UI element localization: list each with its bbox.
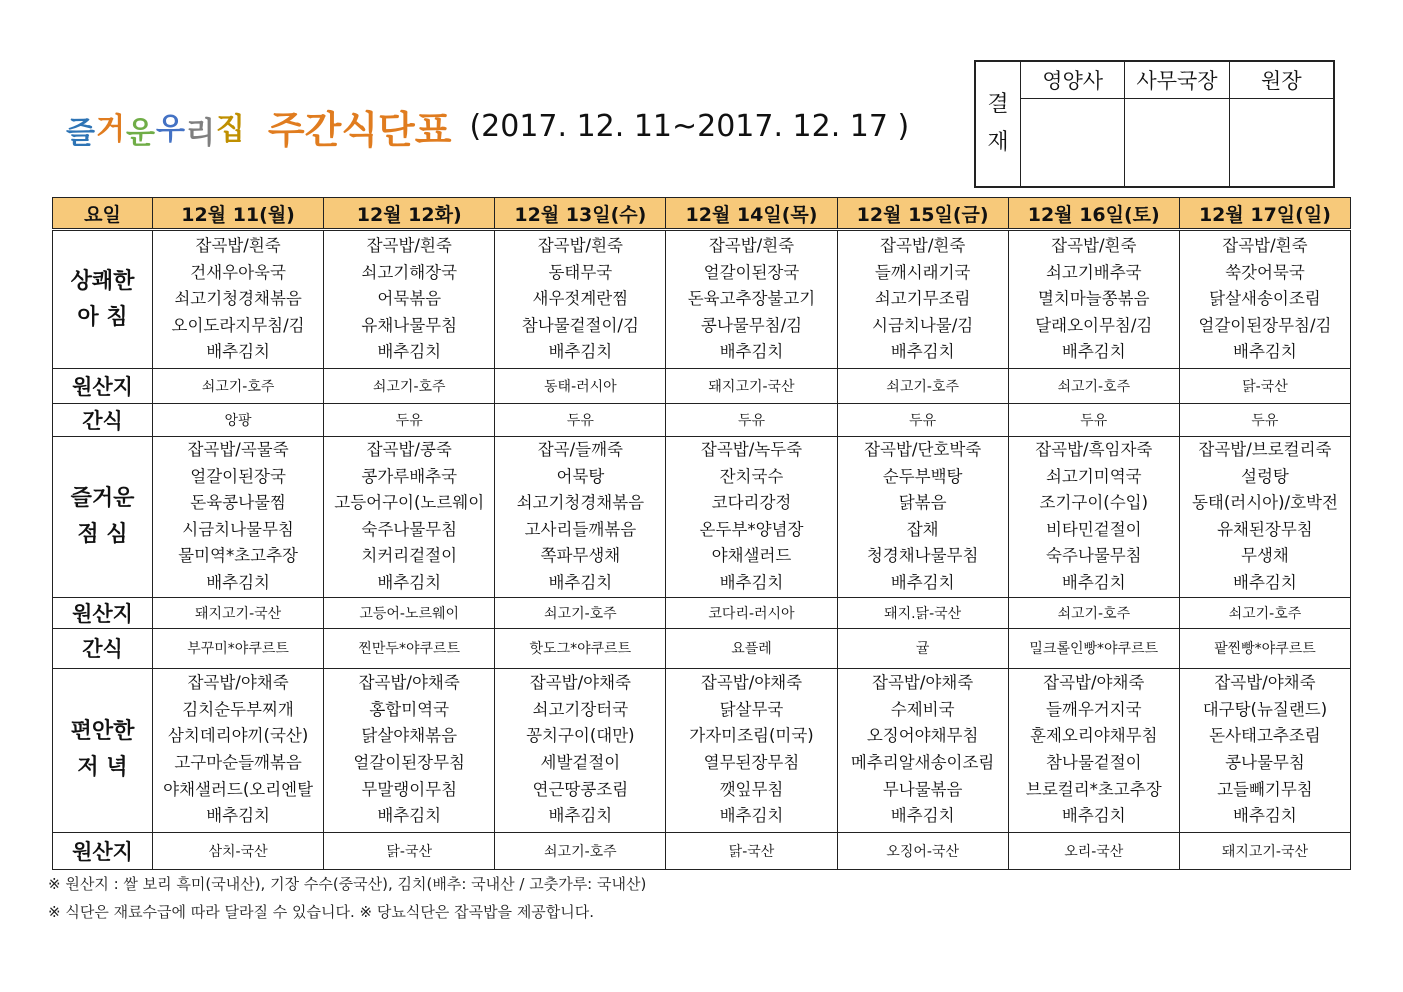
menu-item: 배추김치 <box>1061 806 1126 826</box>
menu-item: 배추김치 <box>719 342 784 362</box>
menu-item: 비타민겉절이 <box>1045 519 1142 539</box>
table-body <box>53 230 1351 870</box>
approval-label <box>976 62 1021 186</box>
origin-cell: 고등어-노르웨이 <box>324 597 495 628</box>
brand-char: 집 <box>215 112 246 147</box>
menu-item: 삼치데리야끼(국산) <box>167 726 309 746</box>
meal-cell <box>1179 230 1350 369</box>
origin-cell: 삼치-국산 <box>153 832 324 869</box>
menu-item: 배추김치 <box>206 572 270 592</box>
meal-cell <box>153 437 324 598</box>
menu-item: 잡곡밥/야채죽 <box>700 673 803 693</box>
meal-cell <box>1179 668 1350 832</box>
meal-cell <box>666 230 837 369</box>
origin-cell: 돼지고기-국산 <box>666 369 837 404</box>
day-header: 12월 12화) <box>324 198 495 230</box>
origin-cell: 쇠고기-호주 <box>1008 369 1179 404</box>
meal-cell <box>1008 437 1179 598</box>
menu-item: 고구마순들깨볶음 <box>174 753 302 773</box>
menu-item: 잡곡밥/야채죽 <box>1043 673 1145 693</box>
menu-item: 꽁치구이(대만) <box>526 726 635 746</box>
menu-item: 야채샐러드 <box>711 546 792 566</box>
meal-cell <box>324 437 495 598</box>
snack-cell: 두유 <box>324 404 495 437</box>
origin-row <box>53 832 1351 869</box>
date-range: (2017. 12. 11~2017. 12. 17 ) <box>469 108 910 144</box>
snack-cell: 팥찐빵*야쿠르트 <box>1179 628 1350 668</box>
menu-item: 잡곡밥/단호박죽 <box>864 440 982 459</box>
menu-item: 건새우아욱국 <box>190 262 286 282</box>
menu-item: 들깨우거지국 <box>1045 699 1142 719</box>
origin-cell: 동태-러시아 <box>495 369 666 404</box>
meal-cell <box>666 437 837 598</box>
menu-item: 어묵탕 <box>556 466 605 486</box>
menu-item: 오이도라지무침/김 <box>171 315 305 335</box>
title-row <box>66 98 909 154</box>
origin-cell: 쇠고기-호주 <box>837 369 1008 404</box>
menu-item: 쇠고기미역국 <box>1045 466 1142 486</box>
menu-item: 수제비국 <box>890 699 955 719</box>
snack-cell: 앙팡 <box>153 404 324 437</box>
menu-item: 고등어구이(노르웨이 <box>334 493 485 513</box>
menu-item: 잡곡밥/흰죽 <box>708 236 795 256</box>
menu-item: 멸치마늘쫑볶음 <box>1037 289 1150 309</box>
menu-item: 콩가루배추국 <box>361 466 458 486</box>
menu-item: 잡곡밥/콩죽 <box>366 440 452 459</box>
meal-row <box>53 668 1351 832</box>
brand-char: 우 <box>155 112 186 147</box>
menu-item: 깻잎무침 <box>719 779 784 799</box>
menu-item: 배추김치 <box>548 342 613 362</box>
row-label <box>53 437 153 598</box>
menu-item: 돈육고추장불고기 <box>687 289 816 309</box>
day-header: 12월 11(월) <box>153 198 324 230</box>
origin-cell: 쇠고기-호주 <box>153 369 324 404</box>
meal-cell <box>495 230 666 369</box>
menu-item: 참나물겉절이/김 <box>521 315 639 335</box>
meal-cell <box>153 230 324 369</box>
menu-item: 배추김치 <box>1233 806 1297 826</box>
menu-item: 배추김치 <box>1233 572 1297 592</box>
menu-item: 무말랭이무침 <box>361 779 458 799</box>
footnote-line: ※ 식단은 재료수급에 따라 달라질 수 있습니다. ※ 당뇨식단은 잡곡밥을 제공합니다. <box>48 903 595 921</box>
approval-box <box>974 60 1335 188</box>
approval-column <box>1230 62 1333 186</box>
menu-item: 가자미조림(미국) <box>689 726 814 746</box>
meal-cell <box>1179 437 1350 598</box>
menu-item: 잡곡밥/흰죽 <box>537 236 623 256</box>
snack-cell: 두유 <box>495 404 666 437</box>
menu-item: 잡곡밥/야채죽 <box>872 673 974 693</box>
origin-cell: 코다리-러시아 <box>666 597 837 628</box>
menu-item: 쇠고기해장국 <box>361 262 458 282</box>
menu-item: 야채샐러드(오리엔탈 <box>163 779 314 799</box>
menu-item: 얼갈이된장국 <box>190 466 286 486</box>
table-header-row <box>53 198 1351 230</box>
menu-item: 동태(러시아)/호박전 <box>1191 493 1338 513</box>
menu-item: 물미역*초고추장 <box>178 546 298 566</box>
menu-item: 배추김치 <box>548 572 613 592</box>
menu-item: 세발겉절이 <box>540 753 621 773</box>
origin-cell: 닭-국산 <box>324 832 495 869</box>
footnote-line: ※ 원산지 : 쌀 보리 흑미(국내산), 기장 수수(중국산), 김치(배추: 국내산 / 고춧가루: 국내산) <box>48 875 647 893</box>
menu-item: 쑥갓어묵국 <box>1225 262 1305 282</box>
menu-item: 배추김치 <box>377 806 442 826</box>
snack-cell: 요플레 <box>666 628 837 668</box>
menu-item: 닭살새송이조림 <box>1209 289 1321 309</box>
row-label-line: 편안한 <box>70 719 135 745</box>
menu-item: 순두부백탕 <box>882 466 963 486</box>
signature-box[interactable] <box>1230 99 1333 186</box>
row-label: 원산지 <box>53 832 153 869</box>
menu-item: 쇠고기청경채볶음 <box>516 493 645 513</box>
meal-row <box>53 437 1351 598</box>
meal-cell <box>153 668 324 832</box>
menu-item: 고사리들깨볶음 <box>524 519 637 539</box>
menu-item: 배추김치 <box>719 806 784 826</box>
snack-cell: 밀크롤인빵*야쿠르트 <box>1008 628 1179 668</box>
menu-item: 새우젓계란찜 <box>532 289 629 309</box>
menu-item: 배추김치 <box>890 806 955 826</box>
menu-item: 잡곡밥/흰죽 <box>195 236 281 256</box>
menu-item: 잡곡밥/야채죽 <box>358 673 460 693</box>
menu-item: 시금치나물/김 <box>872 315 974 335</box>
menu-item: 메추리알새송이조림 <box>850 753 995 773</box>
signature-box[interactable] <box>1021 99 1124 186</box>
origin-cell: 쇠고기-호주 <box>1179 597 1350 628</box>
menu-item: 달래오이무침/김 <box>1035 315 1153 335</box>
menu-item: 배추김치 <box>548 806 613 826</box>
row-label-line: 저 녁 <box>77 755 128 781</box>
menu-item: 온두부*양념장 <box>699 519 804 539</box>
origin-cell: 닭-국산 <box>1179 369 1350 404</box>
row-label-line: 즐거운 <box>70 485 135 511</box>
row-label-line: 아 침 <box>77 304 128 330</box>
meal-cell <box>837 668 1008 832</box>
day-header: 12월 17일(일) <box>1179 198 1350 230</box>
menu-item: 잡곡밥/흰죽 <box>1222 236 1308 256</box>
menu-item: 잔치국수 <box>719 466 784 486</box>
origin-cell: 닭-국산 <box>666 832 837 869</box>
approval-role: 영양사 <box>1021 62 1124 99</box>
menu-item: 잡곡밥/브로컬리죽 <box>1198 440 1332 459</box>
menu-item: 연근땅콩조림 <box>532 779 629 799</box>
menu-item: 열무된장무침 <box>703 753 800 773</box>
menu-item: 배추김치 <box>377 572 442 592</box>
row-label: 원산지 <box>53 597 153 628</box>
origin-cell: 오리-국산 <box>1008 832 1179 869</box>
origin-cell: 쇠고기-호주 <box>495 832 666 869</box>
menu-item: 얼갈이된장국 <box>703 262 800 282</box>
approval-role: 사무국장 <box>1125 62 1228 99</box>
row-label <box>53 230 153 369</box>
menu-item: 배추김치 <box>1061 572 1126 592</box>
menu-item: 잡곡밥/흑임자죽 <box>1035 440 1153 459</box>
meal-cell <box>495 437 666 598</box>
menu-item: 얼갈이된장무침/김 <box>1198 315 1332 335</box>
row-label <box>53 668 153 832</box>
menu-item: 쪽파무생채 <box>540 546 621 566</box>
meal-cell <box>324 230 495 369</box>
approval-columns <box>1021 62 1333 186</box>
menu-item: 얼갈이된장무침 <box>353 753 465 773</box>
menu-item: 배추김치 <box>377 342 442 362</box>
page-title: 주간식단표 <box>267 107 452 152</box>
meal-cell <box>1008 668 1179 832</box>
menu-item: 배추김치 <box>719 572 784 592</box>
origin-cell: 돼지고기-국산 <box>1179 832 1350 869</box>
meal-cell <box>666 668 837 832</box>
snack-cell: 찐만두*야쿠르트 <box>324 628 495 668</box>
brand-char: 리 <box>185 116 216 151</box>
menu-item: 돈사태고추조림 <box>1209 726 1321 746</box>
menu-item: 배추김치 <box>1233 342 1297 362</box>
footnotes <box>48 870 646 926</box>
menu-item: 쇠고기무조림 <box>874 289 971 309</box>
row-label-line: 상쾌한 <box>70 268 135 294</box>
snack-cell: 두유 <box>1008 404 1179 437</box>
menu-item: 콩나물무침 <box>1225 753 1305 773</box>
menu-item: 쇠고기장터국 <box>532 699 629 719</box>
menu-item: 잡곡밥/야채죽 <box>187 673 289 693</box>
menu-item: 시금치나물무침 <box>182 519 294 539</box>
menu-item: 배추김치 <box>890 342 955 362</box>
menu-item: 홍합미역국 <box>369 699 450 719</box>
snack-cell: 두유 <box>666 404 837 437</box>
menu-item: 닭살무국 <box>719 699 784 719</box>
menu-item: 유채된장무침 <box>1217 519 1313 539</box>
origin-cell: 돼지.닭-국산 <box>837 597 1008 628</box>
menu-item: 코다리강정 <box>711 493 792 513</box>
weekly-menu-table <box>52 197 1351 870</box>
menu-item: 김치순두부찌개 <box>182 699 294 719</box>
menu-item: 닭살야채볶음 <box>361 726 458 746</box>
snack-cell: 귤 <box>837 628 1008 668</box>
menu-item: 닭볶음 <box>898 493 947 513</box>
menu-item: 숙주나물무침 <box>1045 546 1142 566</box>
menu-item: 잡곡/들깨죽 <box>537 440 623 459</box>
menu-item: 숙주나물무침 <box>361 519 458 539</box>
brand-name <box>66 104 246 151</box>
row-label: 간식 <box>53 404 153 437</box>
origin-cell: 오징어-국산 <box>837 832 1008 869</box>
snack-cell: 두유 <box>837 404 1008 437</box>
day-header: 12월 13일(수) <box>495 198 666 230</box>
menu-item: 조기구이(수입) <box>1039 493 1149 513</box>
menu-item: 배추김치 <box>206 342 270 362</box>
menu-item: 잡곡밥/곡물죽 <box>187 440 289 459</box>
menu-item: 청경채나물무침 <box>866 546 979 566</box>
meal-cell <box>324 668 495 832</box>
menu-item: 대구탕(뉴질랜드) <box>1202 699 1328 719</box>
approval-role: 원장 <box>1230 62 1333 99</box>
menu-item: 잡곡밥/야채죽 <box>1214 673 1316 693</box>
menu-item: 훈제오리야채무침 <box>1030 726 1158 746</box>
brand-char: 거 <box>95 112 126 147</box>
origin-cell: 쇠고기-호주 <box>324 369 495 404</box>
snack-row <box>53 628 1351 668</box>
snack-row <box>53 404 1351 437</box>
menu-item: 잡채 <box>906 519 939 539</box>
approval-column <box>1125 62 1229 186</box>
menu-item: 잡곡밥/흰죽 <box>366 236 452 256</box>
menu-item: 쇠고기배추국 <box>1045 262 1142 282</box>
origin-row <box>53 369 1351 404</box>
menu-item: 잡곡밥/흰죽 <box>1051 236 1137 256</box>
approval-label-bottom: 재 <box>987 130 1009 155</box>
menu-item: 무생채 <box>1241 546 1289 566</box>
origin-row <box>53 597 1351 628</box>
menu-item: 잡곡밥/흰죽 <box>880 236 966 256</box>
menu-item: 참나물겉절이 <box>1045 753 1142 773</box>
menu-item: 치커리겉절이 <box>361 546 458 566</box>
origin-cell: 쇠고기-호주 <box>495 597 666 628</box>
menu-item: 설렁탕 <box>1241 466 1289 486</box>
meal-cell <box>837 230 1008 369</box>
approval-column <box>1021 62 1125 186</box>
meal-row <box>53 230 1351 369</box>
brand-char: 즐 <box>66 116 96 151</box>
menu-item: 배추김치 <box>1061 342 1126 362</box>
day-header: 12월 15일(금) <box>837 198 1008 230</box>
day-header: 12월 14일(목) <box>666 198 837 230</box>
menu-item: 들깨시래기국 <box>874 262 971 282</box>
menu-item: 유채나물무침 <box>361 315 458 335</box>
menu-item: 고들빼기무침 <box>1217 779 1313 799</box>
menu-item: 무나물볶음 <box>882 779 963 799</box>
menu-item: 동태무국 <box>548 262 613 282</box>
menu-item: 돈육콩나물찜 <box>190 493 286 513</box>
meal-cell <box>495 668 666 832</box>
brand-char: 운 <box>125 116 156 151</box>
menu-item: 잡곡밥/녹두죽 <box>700 440 803 459</box>
meal-cell <box>837 437 1008 598</box>
menu-item: 오징어야채무침 <box>866 726 979 746</box>
row-label: 원산지 <box>53 369 153 404</box>
origin-cell: 쇠고기-호주 <box>1008 597 1179 628</box>
snack-cell: 핫도그*야쿠르트 <box>495 628 666 668</box>
day-header: 12월 16일(토) <box>1008 198 1179 230</box>
meal-cell <box>1008 230 1179 369</box>
menu-item: 브로컬리*초고추장 <box>1025 779 1162 799</box>
menu-item: 배추김치 <box>890 572 955 592</box>
approval-label-top: 결 <box>987 92 1009 117</box>
menu-item: 콩나물무침/김 <box>700 315 803 335</box>
menu-item: 배추김치 <box>206 806 270 826</box>
snack-cell: 부꾸미*야쿠르트 <box>153 628 324 668</box>
row-label: 간식 <box>53 628 153 668</box>
menu-item: 쇠고기청경채볶음 <box>174 289 302 309</box>
menu-item: 잡곡밥/야채죽 <box>529 673 631 693</box>
origin-cell: 돼지고기-국산 <box>153 597 324 628</box>
snack-cell: 두유 <box>1179 404 1350 437</box>
row-label-line: 점 심 <box>77 521 128 547</box>
corner-header: 요일 <box>53 198 153 230</box>
menu-item: 어묵볶음 <box>377 289 442 309</box>
signature-box[interactable] <box>1125 99 1228 186</box>
